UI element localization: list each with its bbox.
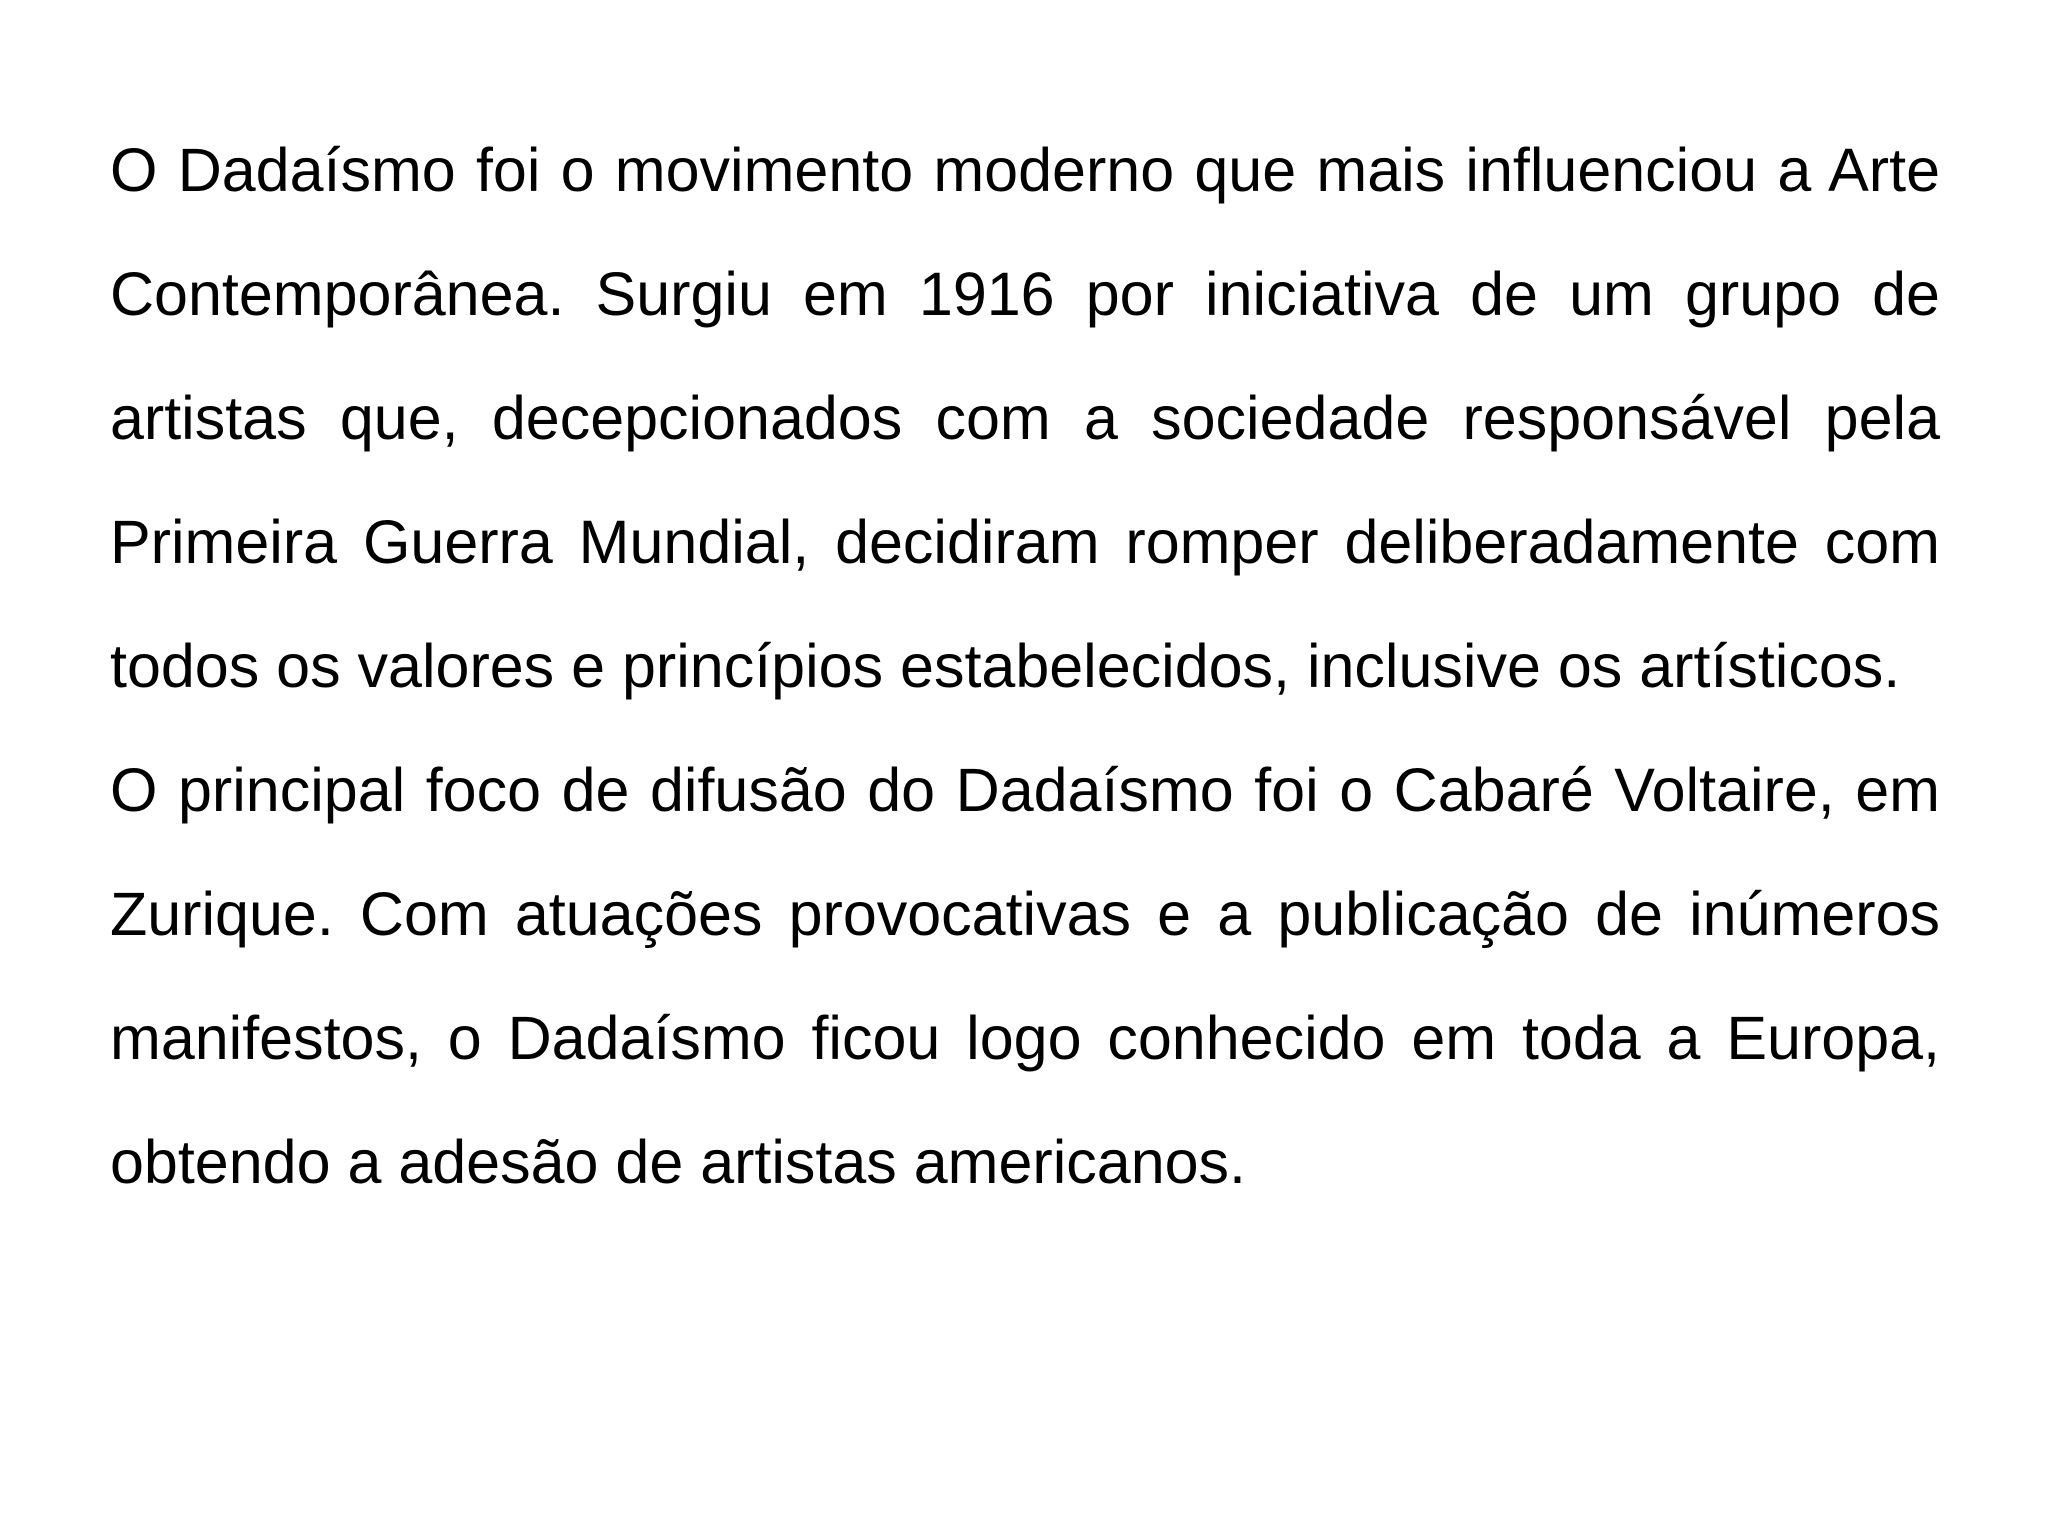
body-text [110,108,1940,1224]
paragraph-2: O principal foco de difusão do Dadaísmo foi o Cabaré Voltaire, em Zurique. Com atuações provocativas e a publicação de inúmeros manifestos, o Dadaísmo ficou logo conhecido em toda a Europa, obtendo a adesão de artistas americanos. [110,756,1940,1196]
paragraph-1: O Dadaísmo foi o movimento moderno que mais influenciou a Arte Contemporânea. Surgiu em 1916 por iniciativa de um grupo de artistas que, decepcionados com a sociedade responsável pela Primeira Guerra Mundial, decidiram romper deliberadamente com todos os valores e princípios estabelecidos, inclusive os artísticos. [110,136,1940,700]
